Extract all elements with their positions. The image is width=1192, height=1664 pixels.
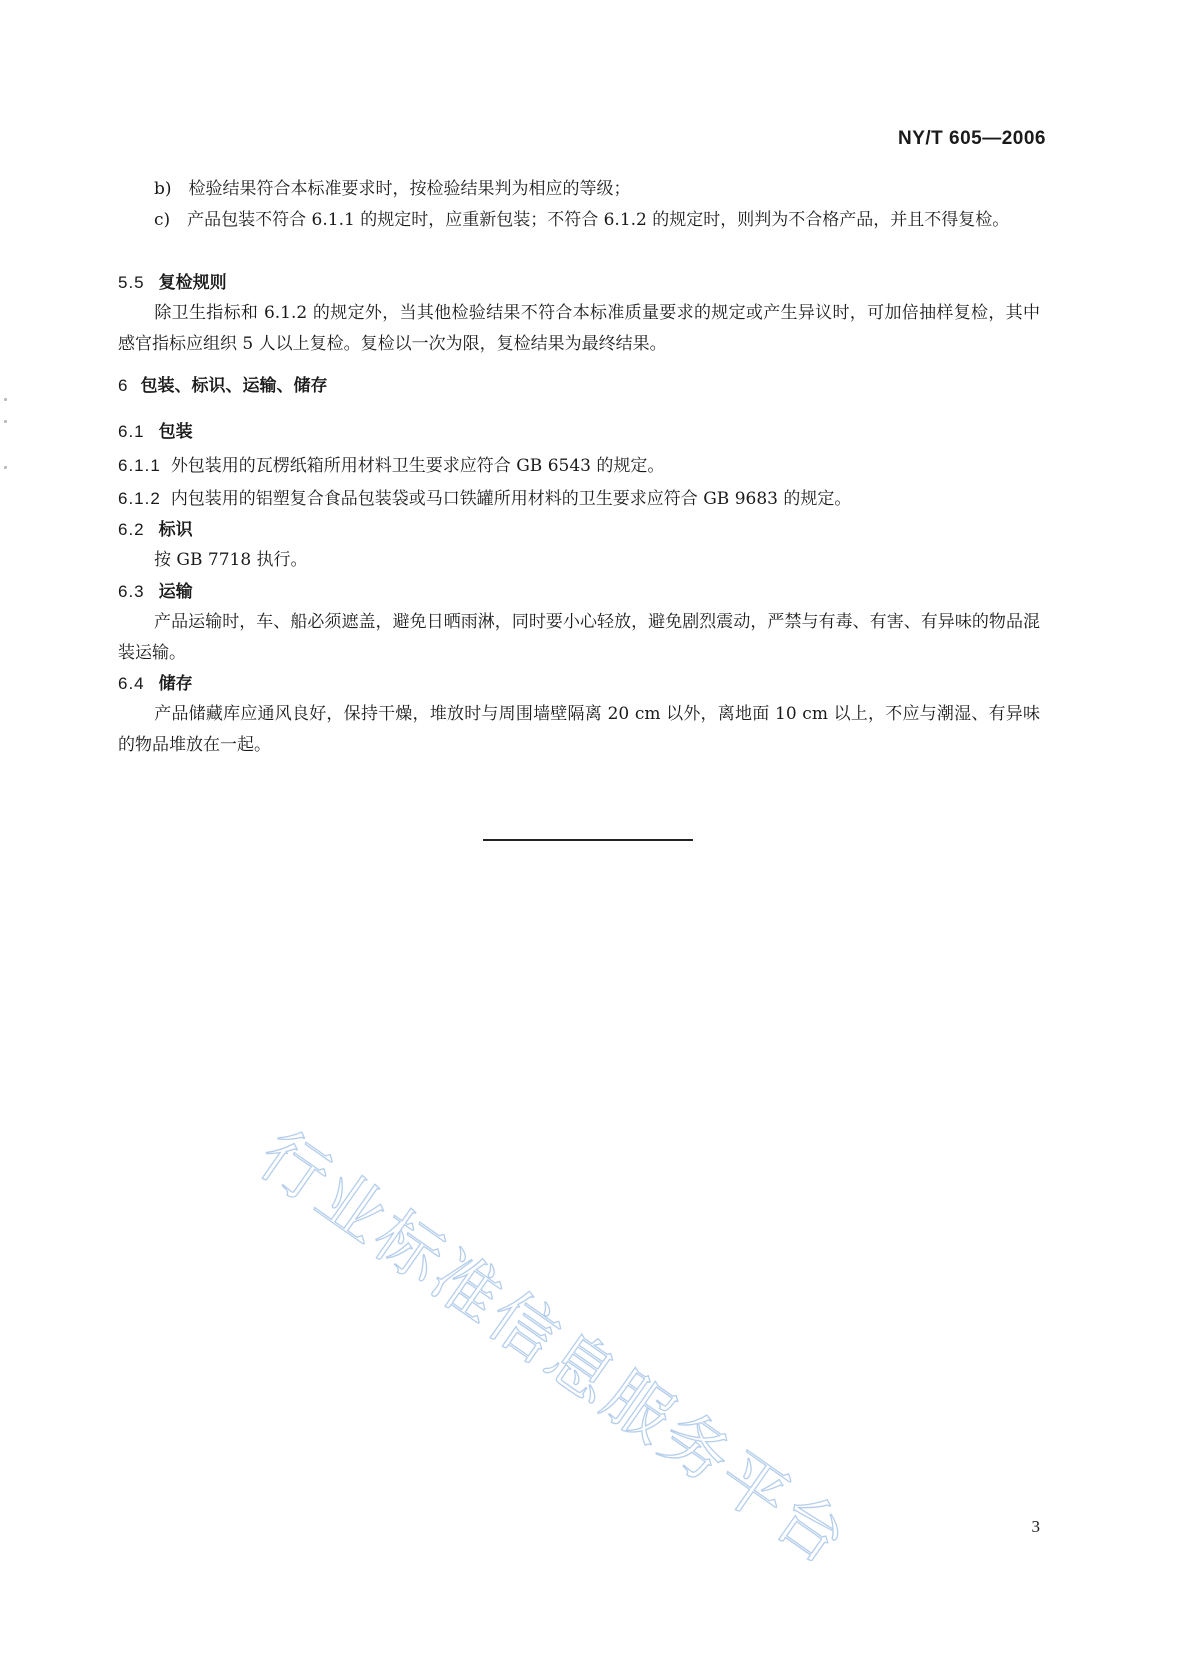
- scan-margin-mark: [4, 420, 7, 423]
- section-6-2-body: [118, 545, 1040, 576]
- scan-margin-mark: [4, 466, 7, 469]
- section-title: 标识: [158, 520, 193, 540]
- item-c-text: c) 产品包装不符合 6.1.1 的规定时，应重新包装；不符合 6.1.2 的规定时，则判为不合格产品，并且不得复检。: [154, 210, 1010, 230]
- section-title: 复检规则: [158, 273, 227, 293]
- section-number: 6.1: [118, 422, 145, 441]
- section-number: 6.4: [118, 674, 145, 693]
- section-5-5-body: [118, 298, 1040, 360]
- section-title: 运输: [158, 582, 193, 602]
- section-6-3-heading: [118, 576, 1040, 608]
- clause-text: 内包装用的铝塑复合食品包装袋或马口铁罐所用材料的卫生要求应符合 GB 9683 的规定。: [170, 489, 852, 509]
- clause-text: 外包装用的瓦楞纸箱所用材料卫生要求应符合 GB 6543 的规定。: [170, 456, 665, 476]
- watermark: 行业标准信息服务平台: [245, 1116, 863, 1581]
- section-6-4-heading: [118, 668, 1040, 700]
- section-title: 储存: [158, 674, 193, 694]
- section-number: 6.2: [118, 520, 145, 539]
- section-6-3-body: [118, 607, 1040, 669]
- clause-number: 6.1.2: [118, 489, 161, 508]
- standard-code: NY/T 605—2006: [897, 128, 1046, 149]
- section-number: 5.5: [118, 273, 145, 292]
- clause-6-1-1: [118, 450, 1040, 482]
- section-number: 6.3: [118, 582, 145, 601]
- scan-margin-mark: [4, 398, 7, 401]
- clause-number: 6.1.1: [118, 456, 161, 475]
- section-5-5-heading: [118, 267, 1040, 299]
- item-c: [118, 205, 1040, 236]
- section-body-text: 除卫生指标和 6.1.2 的规定外，当其他检验结果不符合本标准质量要求的规定或产生异议时，可加倍抽样复检，其中感官指标应组织 5 人以上复检。复检以一次为限，复检结果为最终结果。: [118, 303, 1040, 354]
- chapter-6-heading: [118, 370, 1040, 402]
- chapter-number: 6: [118, 376, 129, 395]
- section-6-2-heading: [118, 514, 1040, 546]
- item-b-text: b) 检验结果符合本标准要求时，按检验结果判为相应的等级；: [154, 179, 631, 199]
- section-body-text: 产品储藏库应通风良好，保持干燥，堆放时与周围墙壁隔离 20 cm 以外，离地面 10 cm 以上，不应与潮湿、有异味的物品堆放在一起。: [118, 704, 1040, 755]
- section-title: 包装: [158, 422, 193, 442]
- page-number: 3: [1031, 1517, 1040, 1536]
- clause-6-1-2: [118, 483, 1040, 515]
- section-6-4-body: [118, 699, 1040, 761]
- end-of-document-rule: [483, 839, 693, 841]
- item-b: [118, 174, 1040, 205]
- section-body-text: 产品运输时，车、船必须遮盖，避免日晒雨淋，同时要小心轻放，避免剧烈震动，严禁与有毒、有害、有异味的物品混装运输。: [118, 612, 1040, 663]
- section-6-1-heading: [118, 416, 1040, 448]
- chapter-title: 包装、标识、运输、储存: [140, 376, 328, 396]
- section-body-text: 按 GB 7718 执行。: [154, 550, 308, 570]
